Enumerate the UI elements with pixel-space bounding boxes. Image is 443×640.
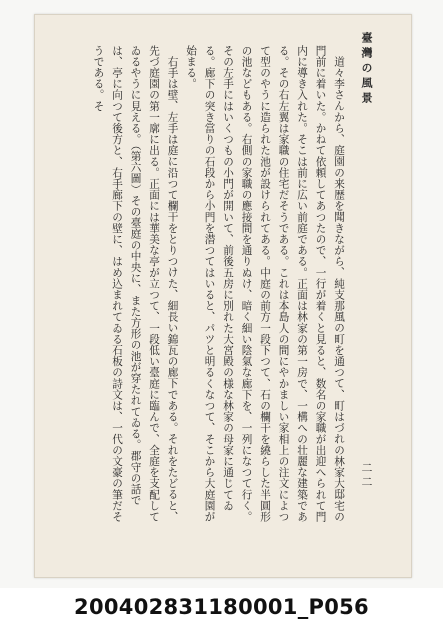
paragraph-2: 右手は壁、左手は庭に沿つて欄干をとりつけた、細長い錦瓦の廊下である。それをたどると、先づ庭園の第一廓に出る。正面には華美な亭が立つて、一段低い臺庭に臨んで、全庭を支配してゐるやうに見える。（第六圖）その臺庭の中央に、また方形の池が穿たれてゐる。郡守の話では、亭に向つて後方と、右手廊下の壁に、はめ込まれてゐる石板の詩文は、一代の文豪の筆だそうである。そ [92,45,179,523]
running-title: 臺灣の風景 [360,32,373,107]
paragraph-1: 道々李さんから、庭園の来歴を聞きながら、純支那風の町を通つて、町はづれの林家大邸宅の門前に着いた。かねて依頼してあつたので、一行が着くと見ると、数名の家職が出迎へられて門内に導き入れた。そこは前に広い前庭である。正面は林家の第一房で、一構への壮麗な建築である。その右左翼は家職の住宅だそうである。これは本島人の間にやかましい家相上の注文によつて型のやうに造られた池が設けられてある。中庭の前方一段下つて、石の欄干を繞らした半圓形の池などもある。右側の家職の應接間を通りぬけ、暗く細い陰氣な廊下を、一列になつて行く。その左手にはいくつもの小門が開いて、前後五房に別れた大宮殿の様な林家の母家に通じてゐる。廊下の突き當りの石段から小門を潜つてはいると、パツと明るくなつて、そこから大庭園が始まる。 [185,45,345,523]
body-text [66,45,348,525]
image-id-caption: 200402831180001_P056 [74,595,369,619]
page-number: 二二 [360,462,373,490]
